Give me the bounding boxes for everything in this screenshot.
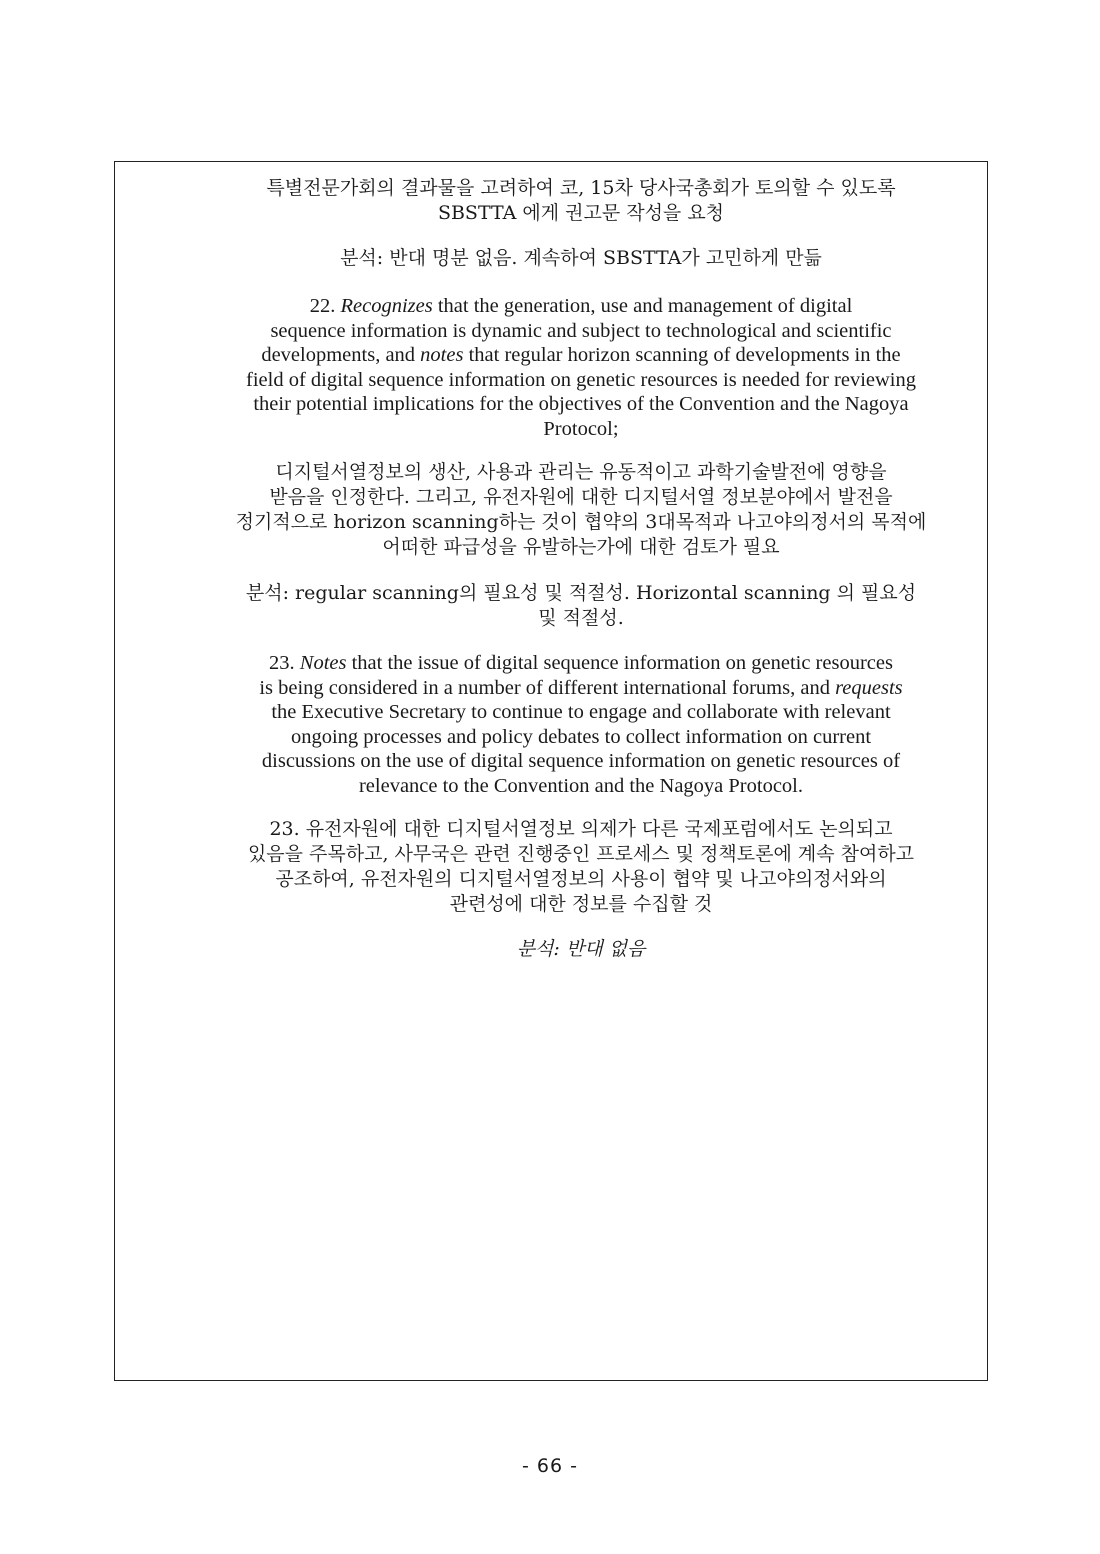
text-span: that the issue of digital sequence information on genetic resources — [346, 652, 893, 674]
page-number: - 66 - — [522, 1455, 578, 1477]
text-line: Protocol; — [543, 417, 619, 440]
text-line: 분석: 반대 없음 — [516, 938, 646, 960]
text-line: 받음을 인정한다. 그리고, 유전자원에 대한 디지털서열 정보분야에서 발전을 — [269, 486, 893, 508]
paragraph-analysis-1 — [185, 246, 977, 271]
text-line: 23. 유전자원에 대한 디지털서열정보 의제가 다른 국제포럼에서도 논의되고 — [269, 818, 893, 840]
content-box — [114, 161, 988, 1381]
text-line: discussions on the use of digital sequence information on genetic resources of — [261, 750, 901, 772]
text-line — [185, 676, 977, 701]
operative-verb: requests — [835, 676, 903, 699]
text-line: 분석: regular scanning의 필요성 및 적절성. Horizontal scanning 의 필요성 — [245, 582, 917, 604]
paragraph-analysis-3 — [185, 937, 977, 962]
text-line: 및 적절성. — [538, 607, 624, 629]
text-span: developments, and — [261, 344, 421, 366]
text-line: ongoing processes and policy debates to collect information on current — [290, 725, 872, 748]
text-line: relevance to the Convention and the Nagoya Protocol. — [358, 774, 804, 797]
item-number: 22. — [309, 295, 341, 317]
operative-verb: Notes — [299, 652, 347, 674]
text-line: 공조하여, 유전자원의 디지털서열정보의 사용이 협약 및 나고야의정서와의 — [275, 868, 887, 890]
text-line: their potential implications for the objectives of the Convention and the Nagoya — [253, 393, 909, 415]
text-line: the Executive Secretary to continue to engage and collaborate with relevant — [271, 701, 891, 723]
paragraph-23-english — [185, 651, 977, 798]
text-span: that regular horizon scanning of developments in the — [463, 344, 901, 366]
text-line: 정기적으로 horizon scanning하는 것이 협약의 3대목적과 나고야의정서의 목적에 — [235, 511, 927, 533]
text-line: SBSTTA 에게 권고문 작성을 요청 — [437, 202, 725, 224]
item-number: 23. — [269, 652, 300, 674]
text-line: sequence information is dynamic and subject to technological and scientific — [270, 319, 892, 342]
text-line — [185, 294, 977, 319]
text-line: 특별전문가회의 결과물을 고려하여 코, 15차 당사국총회가 토의할 수 있도록 — [266, 177, 896, 199]
operative-verb: notes — [420, 344, 464, 366]
text-span: is being considered in a number of different international forums, and — [259, 676, 836, 699]
text-line: 디지털서열정보의 생산, 사용과 관리는 유동적이고 과학기술발전에 영향을 — [275, 461, 887, 483]
text-line: 분석: 반대 명분 없음. 계속하여 SBSTTA가 고민하게 만듦 — [340, 247, 822, 269]
paragraph-analysis-2 — [185, 581, 977, 631]
text-line: 어떠한 파급성을 유발하는가에 대한 검토가 필요 — [382, 536, 780, 558]
paragraph-22-korean — [185, 460, 977, 560]
text-line: 있음을 주목하고, 사무국은 관련 진행중인 프로세스 및 정책토론에 계속 참여하고 — [247, 843, 915, 865]
operative-verb: Recognizes — [340, 295, 433, 317]
paragraph-request-sbstta — [185, 176, 977, 226]
paragraph-23-korean — [185, 817, 977, 917]
paragraph-22-english — [185, 294, 977, 441]
text-line: 관련성에 대한 정보를 수집할 것 — [449, 893, 713, 915]
text-line — [185, 343, 977, 368]
text-line — [185, 651, 977, 676]
text-line: field of digital sequence information on genetic resources is needed for reviewing — [246, 368, 916, 391]
text-span: that the generation, use and management of digital — [432, 295, 853, 317]
